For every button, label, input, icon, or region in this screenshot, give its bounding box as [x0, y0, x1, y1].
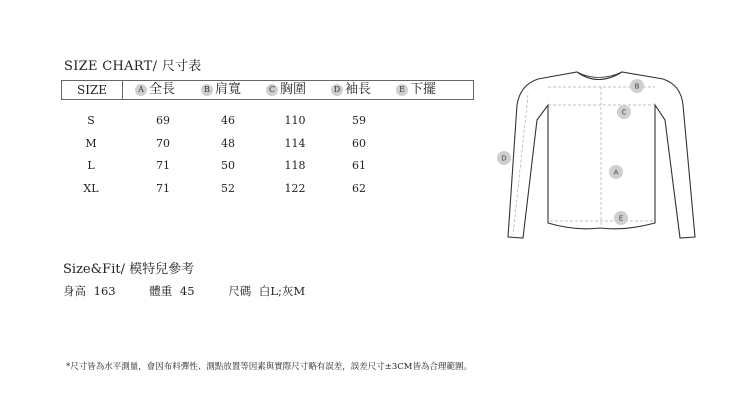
- fit-title: Size&Fit/ 模特兒參考: [63, 262, 195, 277]
- cell-value: 48: [221, 137, 235, 150]
- header-col-label: 胸圍: [280, 82, 307, 97]
- badge-b: B: [201, 84, 213, 96]
- measurement-note: *尺寸皆為水平測量，會因布料彈性、測點放置等因素與實際尺寸略有誤差，誤差尺寸±3CM皆為合理範圍。: [66, 362, 472, 372]
- svg-text:B: B: [634, 82, 640, 91]
- row-size: XL: [83, 182, 99, 195]
- header-col-a: [135, 81, 175, 99]
- row-size: L: [87, 159, 95, 172]
- diagram-badge-d: [497, 151, 511, 165]
- header-col-b: [201, 81, 241, 99]
- badge-e: E: [396, 84, 408, 96]
- size-chart-title: SIZE CHART/ 尺寸表: [64, 59, 202, 74]
- svg-text:A: A: [613, 168, 619, 177]
- svg-text:C: C: [621, 108, 627, 117]
- cell-value: 61: [352, 159, 366, 172]
- header-col-label: 肩寬: [215, 82, 242, 97]
- cell-value: 122: [284, 182, 306, 195]
- weight-label: 體重: [149, 284, 173, 298]
- svg-text:E: E: [618, 214, 624, 223]
- badge-c: C: [266, 84, 278, 96]
- cell-value: 52: [221, 182, 235, 195]
- size-table-header: [61, 80, 474, 100]
- model-size-label: 尺碼: [228, 284, 252, 298]
- cell-value: 71: [156, 182, 170, 195]
- cell-value: 118: [284, 159, 306, 172]
- badge-a: A: [135, 84, 147, 96]
- cell-value: 110: [284, 114, 306, 127]
- header-col-c: [266, 81, 306, 99]
- height-value: 163: [93, 284, 116, 298]
- cell-value: 70: [156, 137, 170, 150]
- diagram-badge-a: [609, 165, 623, 179]
- height-label: 身高: [63, 284, 86, 298]
- size-header-label: SIZE: [62, 81, 123, 99]
- cell-value: 114: [284, 137, 306, 150]
- cell-value: 62: [352, 182, 366, 195]
- cell-value: 69: [156, 114, 170, 127]
- cell-value: 46: [221, 114, 235, 127]
- cell-value: 50: [221, 159, 235, 172]
- weight-value: 45: [179, 284, 195, 298]
- model-size-value: 白L;灰M: [258, 284, 306, 298]
- diagram-badge-e: [614, 211, 628, 225]
- header-col-label: 袖長: [345, 82, 372, 97]
- shirt-diagram: [495, 65, 705, 245]
- cell-value: 60: [352, 137, 366, 150]
- diagram-badge-c: [617, 105, 631, 119]
- svg-text:D: D: [501, 154, 507, 163]
- header-col-d: [331, 81, 371, 99]
- model-info: [63, 283, 309, 299]
- header-col-e: [396, 81, 436, 99]
- header-col-label: 下擺: [410, 82, 437, 97]
- diagram-badge-b: [630, 79, 644, 93]
- header-col-label: 全長: [149, 82, 176, 97]
- badge-d: D: [331, 84, 343, 96]
- cell-value: 71: [156, 159, 170, 172]
- row-size: M: [85, 137, 97, 150]
- row-size: S: [87, 114, 95, 127]
- cell-value: 59: [352, 114, 366, 127]
- shirt-outline: [508, 72, 695, 238]
